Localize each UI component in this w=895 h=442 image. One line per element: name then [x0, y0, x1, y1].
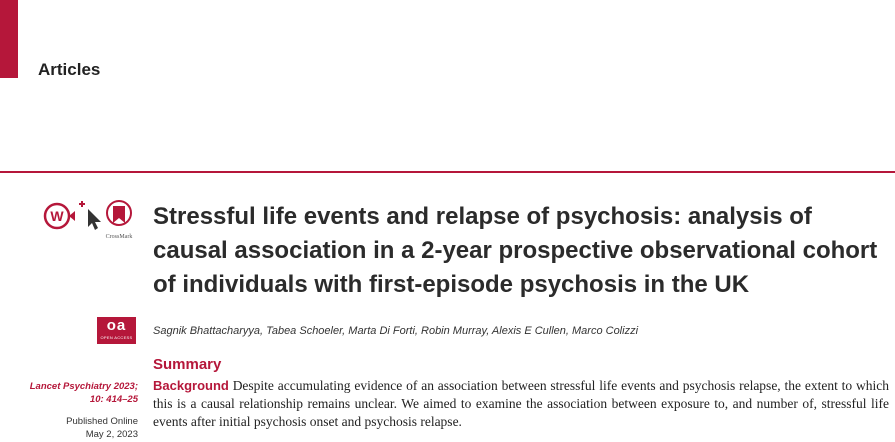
accent-bar	[0, 0, 18, 78]
article-tools	[42, 197, 142, 241]
open-access-badge	[97, 317, 136, 344]
abstract-background	[153, 377, 889, 431]
crossmark-label: CrossMark	[105, 234, 133, 240]
author-list: Sagnik Bhattacharyya, Tabea Schoeler, Marta Di Forti, Robin Murray, Alexis E Cullen, Marco Colizzi	[153, 325, 639, 337]
journal-citation[interactable]: Lancet Psychiatry 2023; 10: 414–25	[29, 381, 138, 405]
background-text: Despite accumulating evidence of an association between stressful life events and psychosis relapse, the extent to which this is a causal relationship remains unclear. We aimed to examine the association between exposure to, and number of, stressful life events after initial psychosis onset and psychosis relapse.	[153, 378, 890, 429]
crossmark-icon[interactable]	[107, 201, 131, 225]
published-info	[18, 415, 138, 441]
section-label: Articles	[38, 60, 101, 79]
summary-heading: Summary	[153, 356, 222, 373]
cursor-select-icon[interactable]	[79, 201, 101, 230]
published-label: Published Online	[66, 416, 138, 427]
web-extra-icon[interactable]	[45, 204, 75, 228]
oa-sublabel: OPEN ACCESS	[100, 335, 133, 340]
oa-label: oa	[106, 317, 127, 334]
article-title: Stressful life events and relapse of psychosis: analysis of causal association in a 2-year prospective observational cohort of individuals with first-episode psychosis in the UK	[153, 203, 878, 298]
background-label: Background	[153, 378, 229, 393]
published-date: May 2, 2023	[85, 429, 138, 440]
header-rule	[0, 171, 895, 173]
svg-text:W: W	[50, 208, 64, 224]
